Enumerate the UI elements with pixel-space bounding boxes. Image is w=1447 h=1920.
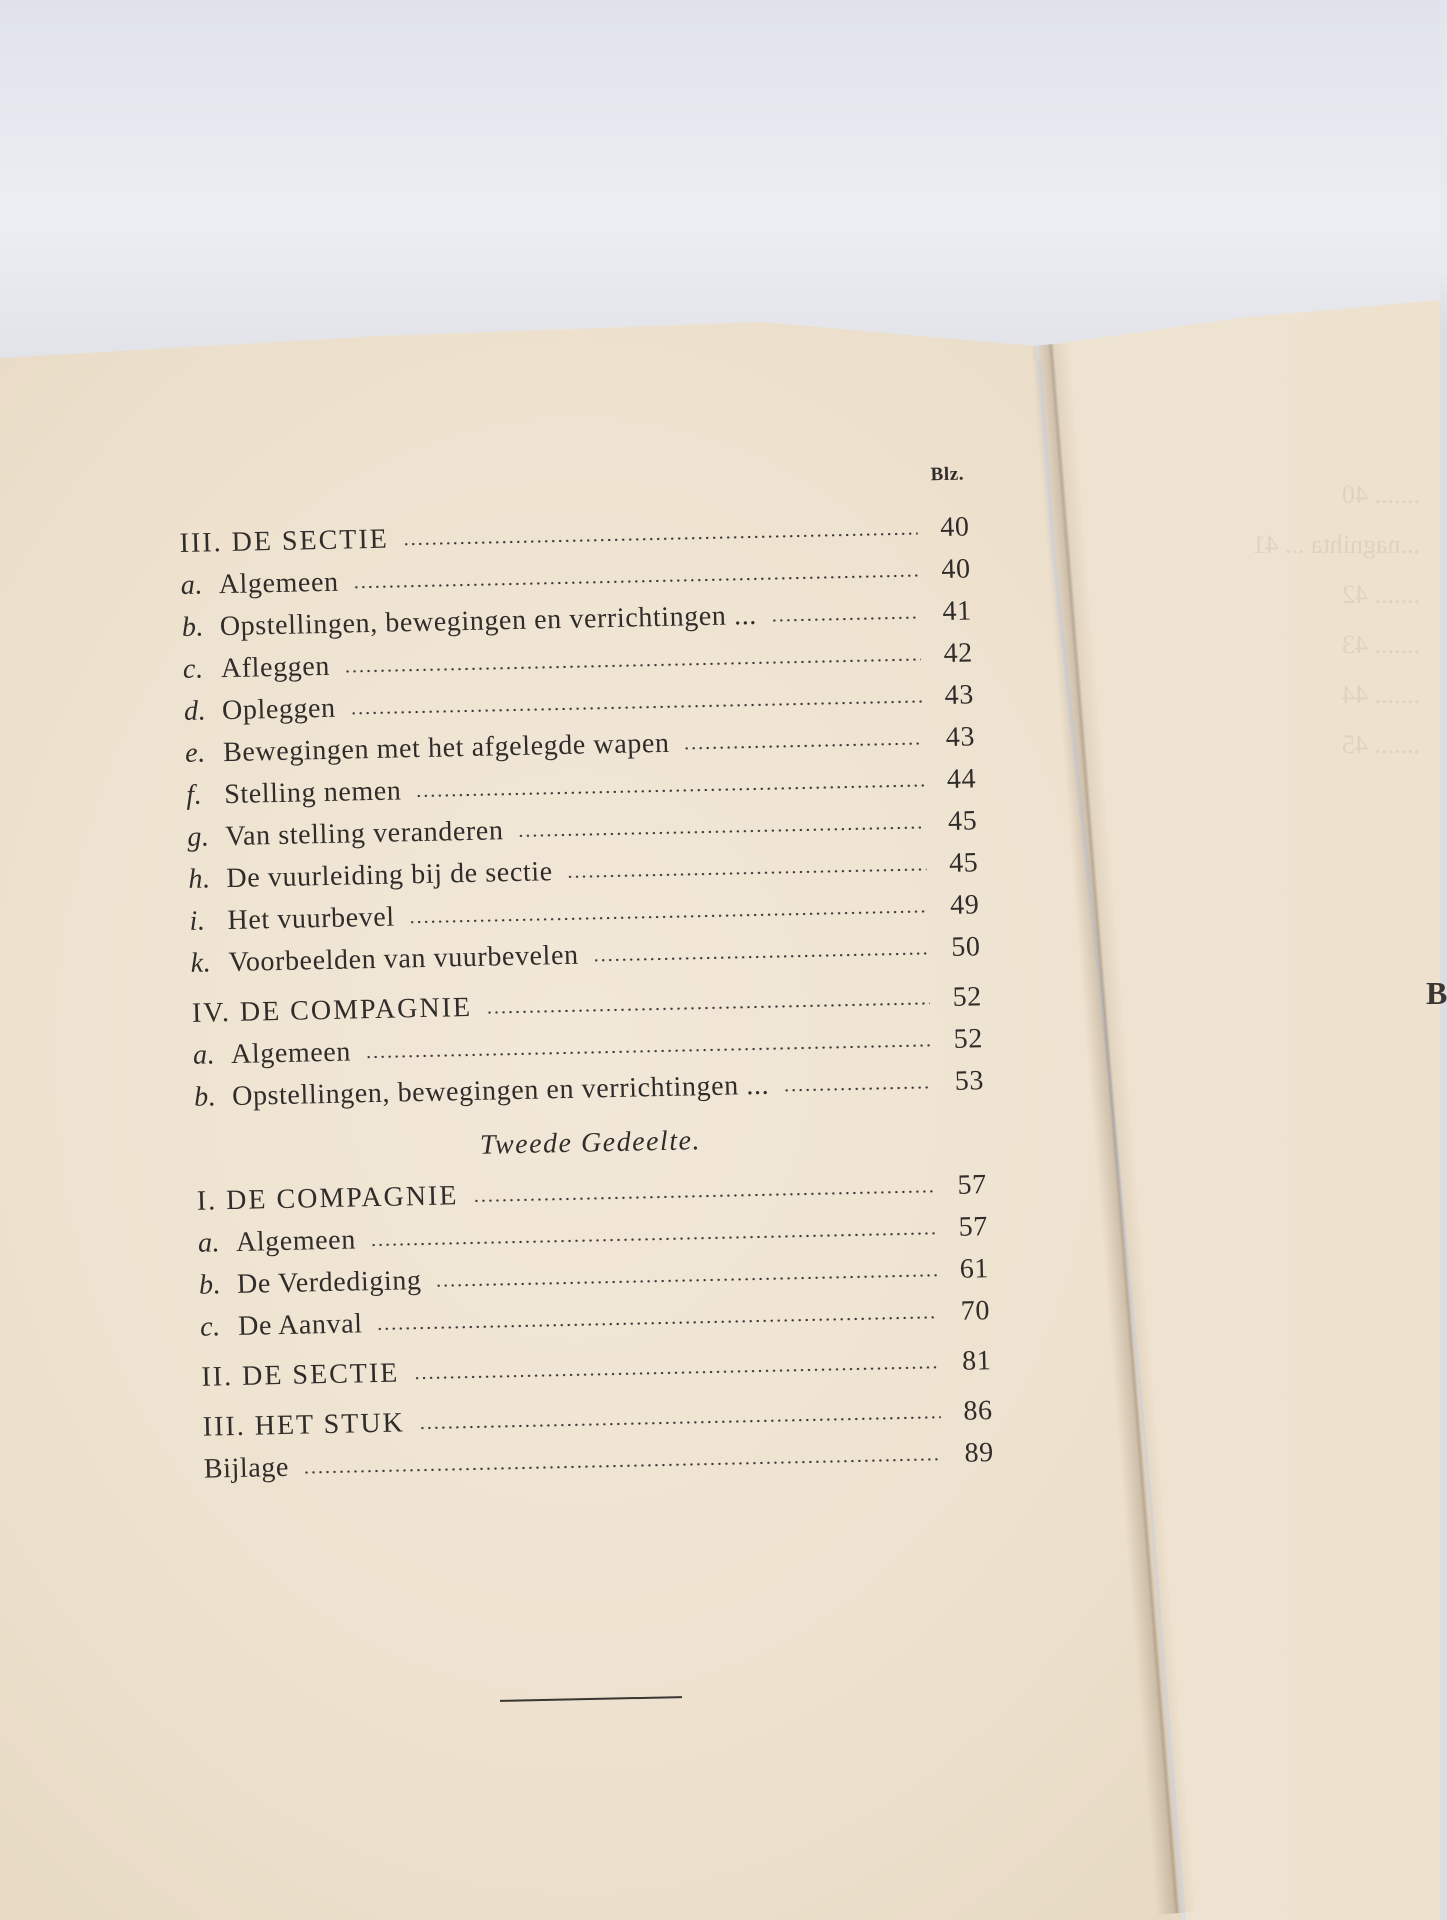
toc-entry-text: I. DE COMPAGNIE: [196, 1180, 459, 1217]
toc-part-one: [179, 511, 984, 1113]
toc-entry: [185, 721, 976, 770]
toc-entry-page: 42: [943, 637, 974, 669]
toc-entry-label: [200, 1308, 363, 1343]
toc-entry-prefix: c.: [182, 653, 205, 685]
toc-entry-page: 45: [947, 805, 978, 837]
toc-entry-label: [203, 1452, 289, 1486]
dot-leader: [303, 1457, 942, 1474]
dot-leader: [472, 1189, 934, 1203]
toc-entry-prefix: b.: [181, 611, 205, 643]
toc-entry-label: [192, 992, 473, 1030]
toc-entry-page: 81: [961, 1345, 992, 1377]
dot-leader: [419, 1415, 941, 1430]
toc-entry-label: [180, 567, 339, 602]
toc-entry: [198, 1211, 989, 1260]
dot-leader: [415, 783, 924, 798]
toc-entry: [187, 805, 978, 854]
toc-entry-text: Voorbeelden van vuurbevelen: [228, 939, 579, 979]
toc-entry-page: 53: [954, 1065, 985, 1097]
toc-entry-label: [193, 1037, 352, 1072]
toc-entry-prefix: b.: [198, 1269, 222, 1301]
toc-entry-text: De Verdediging: [236, 1265, 422, 1300]
toc-entry-prefix: b.: [193, 1081, 217, 1113]
toc-entry-label: [189, 902, 395, 938]
dot-leader: [403, 532, 918, 547]
right-page-edge-letter: B: [1426, 975, 1447, 1011]
toc-entry-text: Bewegingen met het afgelegde wapen: [222, 727, 670, 769]
toc-entry: [200, 1295, 991, 1344]
toc-entry-text: Afleggen: [220, 650, 331, 685]
toc-entry-page: 52: [953, 1023, 984, 1055]
toc-entry-label: [196, 1180, 458, 1217]
toc-entry: [188, 847, 979, 896]
toc-entry-label: [199, 1265, 422, 1302]
dot-leader: [567, 867, 927, 879]
background-surface: [0, 0, 1440, 360]
toc-entry-prefix: k.: [190, 947, 212, 979]
toc-entry-text: III. HET STUK: [202, 1407, 406, 1443]
toc-entry-label: [183, 651, 331, 686]
toc-entry-text: IV. DE COMPAGNIE: [191, 991, 473, 1029]
toc-entry-prefix: g.: [186, 821, 210, 853]
dot-leader: [353, 574, 919, 590]
toc-entry-label: [201, 1358, 400, 1394]
toc-entry-label: [202, 1407, 405, 1443]
dot-leader: [409, 909, 928, 924]
toc-entry-label: [188, 856, 553, 896]
toc-entry-text: Algemeen: [235, 1224, 357, 1258]
dot-leader: [518, 825, 926, 838]
dot-leader: [783, 1085, 932, 1092]
dot-leader: [377, 1315, 939, 1331]
toc-entry-page: 89: [964, 1437, 995, 1469]
toc-entry: [184, 679, 975, 728]
toc-entry: [183, 637, 974, 686]
table-of-contents: [178, 463, 994, 1485]
toc-part-two: [196, 1169, 994, 1485]
toc-entry-page: 45: [948, 847, 979, 879]
toc-entry-text: III. DE SECTIE: [179, 523, 390, 559]
toc-entry-prefix: a.: [192, 1039, 216, 1071]
toc-entry-label: [179, 524, 389, 560]
dot-leader: [684, 741, 924, 750]
toc-entry-page: 49: [949, 889, 980, 921]
toc-entry-page: 43: [945, 721, 976, 753]
toc-entry-page: 41: [942, 595, 973, 628]
toc-entry-text: Opstellingen, bewegingen en verrichtingen ...: [231, 1069, 770, 1112]
toc-entry-label: [186, 775, 402, 811]
toc-entry-page: 52: [952, 981, 983, 1013]
toc-entry: [180, 553, 971, 602]
toc-entry-text: Bijlage: [203, 1451, 290, 1485]
toc-entry-text: Opleggen: [221, 692, 337, 727]
dot-leader: [413, 1365, 939, 1380]
toc-entry-prefix: a.: [197, 1227, 221, 1259]
toc-entry-label: [194, 1070, 770, 1114]
dot-leader: [436, 1273, 938, 1288]
toc-entry-page: 57: [958, 1211, 989, 1243]
toc-entry-text: Opstellingen, bewegingen en verrichtingen ...: [219, 599, 758, 643]
toc-entry-page: 70: [960, 1295, 991, 1327]
page-column-header: Blz.: [930, 463, 965, 486]
toc-entry: [201, 1345, 992, 1394]
toc-entry-page: 57: [957, 1169, 988, 1201]
toc-entry-text: Van stelling veranderen: [224, 815, 504, 853]
toc-entry-prefix: d.: [183, 695, 207, 727]
toc-entry-label: [181, 600, 757, 644]
toc-entry: [192, 981, 983, 1030]
toc-entry: [181, 595, 972, 644]
toc-entry: [189, 889, 980, 938]
toc-entry: [199, 1253, 990, 1302]
dot-leader: [593, 951, 929, 962]
toc-entry-label: [190, 940, 579, 980]
dot-leader: [344, 657, 921, 673]
toc-entry-page: 43: [944, 679, 975, 711]
toc-entry-text: De vuurleiding bij de sectie: [226, 856, 554, 895]
toc-entry-label: [187, 815, 504, 854]
toc-entry-prefix: c.: [199, 1311, 222, 1343]
toc-entry: [196, 1169, 987, 1218]
toc-entry: [202, 1395, 993, 1444]
toc-entry-page: 86: [963, 1395, 994, 1427]
toc-entry-prefix: h.: [188, 863, 212, 895]
dot-leader: [350, 699, 922, 715]
toc-entry-page: 40: [939, 511, 970, 544]
toc-entry: [190, 931, 981, 980]
toc-entry-prefix: e.: [184, 737, 207, 769]
show-through-text: ....... 40 ...nagnihta ... 41 ....... 42 ....... 43 ....... 44 ....... 45: [1252, 480, 1420, 759]
toc-entry-prefix: a.: [180, 569, 204, 601]
toc-entry: [193, 1023, 984, 1072]
toc-entry-label: [198, 1224, 357, 1259]
toc-entry-page: 50: [950, 931, 981, 963]
toc-entry: [179, 511, 970, 560]
dot-leader: [771, 615, 920, 622]
toc-entry-page: 44: [946, 763, 977, 795]
section-heading: Tweede Gedeelte.: [479, 1125, 702, 1161]
dot-leader: [370, 1231, 936, 1247]
toc-entry-text: Stelling nemen: [223, 775, 402, 811]
dot-leader: [365, 1043, 931, 1059]
toc-entry-label: [184, 693, 336, 728]
toc-entry: [194, 1065, 985, 1114]
toc-entry-page: 61: [959, 1253, 990, 1285]
toc-entry-text: Algemeen: [230, 1036, 352, 1071]
toc-entry-text: De Aanval: [237, 1308, 363, 1342]
toc-entry-text: Het vuurbevel: [227, 901, 396, 937]
toc-entry-label: [185, 728, 670, 770]
toc-entry-text: II. DE SECTIE: [201, 1357, 400, 1393]
toc-entry-text: Algemeen: [218, 566, 340, 601]
toc-entry: [186, 763, 977, 812]
toc-entry-prefix: f.: [185, 779, 203, 811]
dot-leader: [486, 1001, 930, 1014]
toc-entry-prefix: i.: [189, 905, 206, 937]
toc-entry-page: 40: [940, 553, 972, 586]
